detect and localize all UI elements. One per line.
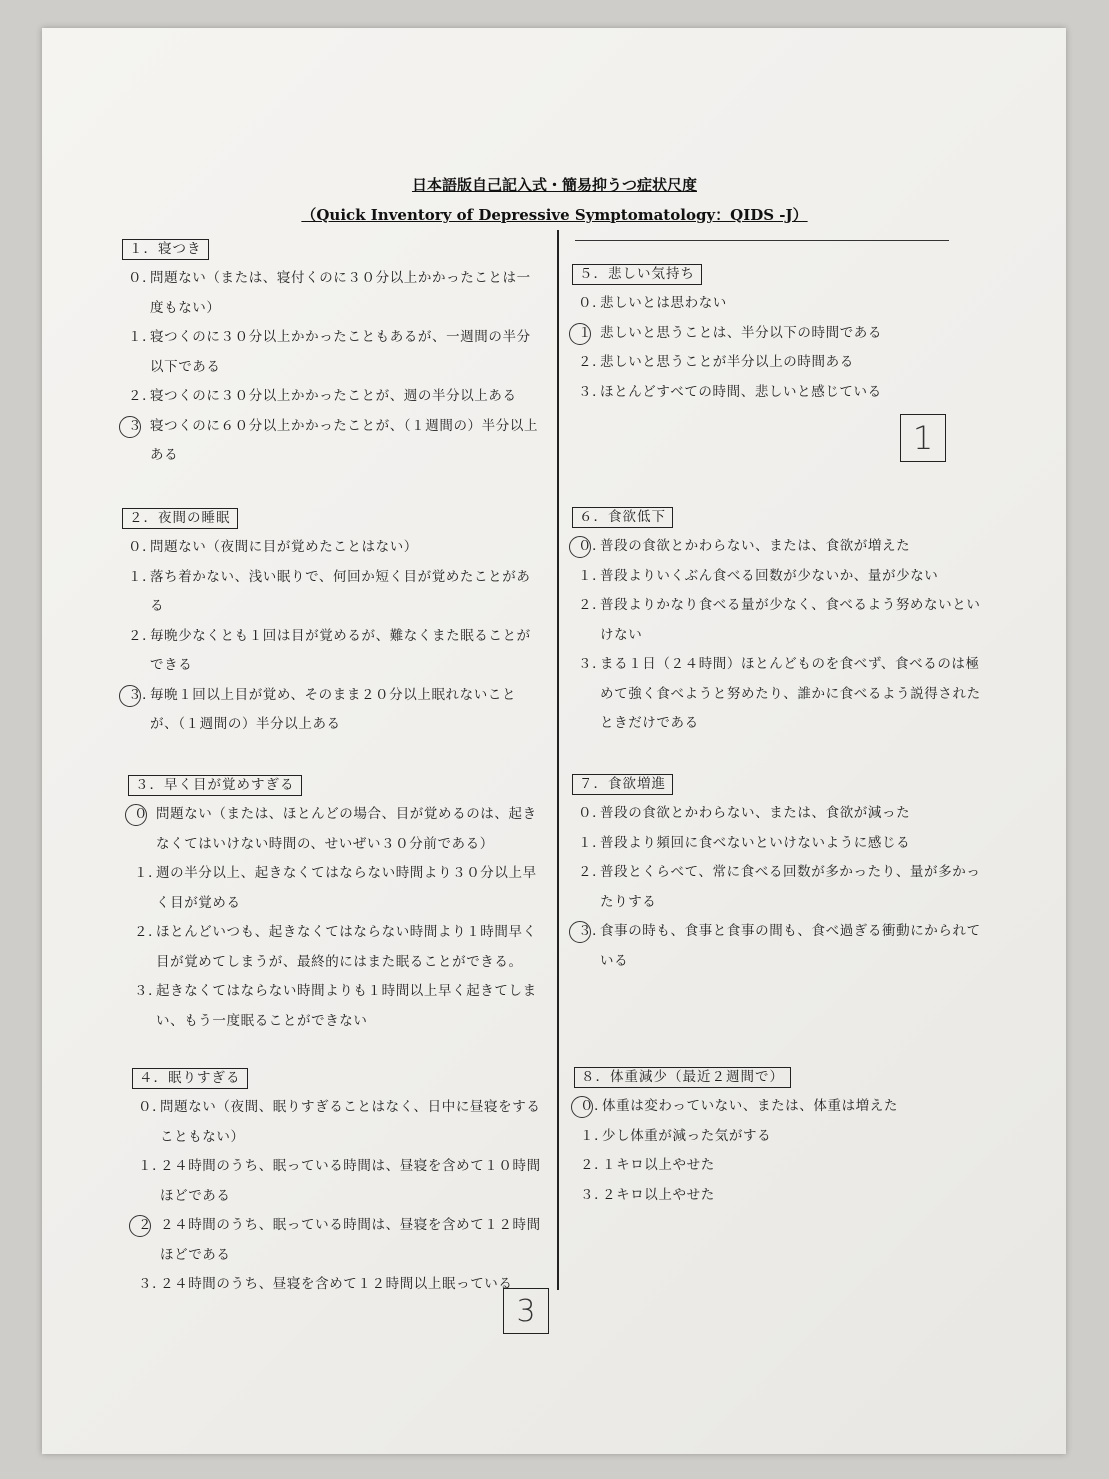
option-text: 問題ない（夜間に目が覚めたことはない） bbox=[150, 539, 418, 555]
section-heading bbox=[572, 263, 992, 289]
option-number: １． bbox=[578, 567, 607, 584]
option-number: １． bbox=[128, 329, 157, 345]
selected-circle-mark bbox=[569, 323, 591, 345]
option-number: ３． bbox=[128, 686, 157, 703]
option-number: ３． bbox=[138, 1276, 167, 1292]
option-number: ０． bbox=[578, 295, 607, 311]
answer-option bbox=[572, 289, 992, 319]
selected-circle-mark bbox=[119, 685, 141, 707]
option-number: ２． bbox=[578, 597, 607, 613]
answer-option bbox=[572, 917, 992, 976]
option-number: ２ bbox=[138, 1217, 153, 1233]
option-text: ほとんどいつも、起きなくてはならない時間より１時間早く目が覚めてしまうが、最終的にはまた眠ることができる。 bbox=[156, 924, 537, 970]
selected-circle-mark bbox=[569, 536, 591, 558]
section-heading-label: ４．眠りすぎる bbox=[132, 1068, 248, 1089]
section-heading bbox=[572, 506, 992, 532]
option-text: 普段の食欲とかわらない、または、食欲が増えた bbox=[600, 538, 911, 554]
option-number: ２． bbox=[134, 924, 163, 940]
option-text: 普段の食欲とかわらない、または、食欲が減った bbox=[600, 805, 911, 821]
option-number: １． bbox=[580, 1127, 609, 1144]
answer-option bbox=[128, 859, 548, 918]
title-japanese: 日本語版自己記入式・簡易抑うつ症状尺度 bbox=[411, 176, 697, 194]
section-sadness bbox=[572, 263, 992, 407]
answer-option bbox=[132, 1270, 552, 1300]
answer-option bbox=[572, 319, 992, 349]
section-appetite-increase bbox=[572, 773, 992, 976]
option-text: ２キロ以上やせた bbox=[602, 1186, 715, 1203]
section-heading bbox=[132, 1067, 552, 1093]
option-number: ２． bbox=[578, 354, 607, 370]
option-text: ２４時間のうち、眠っている時間は、昼寝を含めて１０時間ほどである bbox=[160, 1158, 541, 1204]
option-text: 少し体重が減った気がする bbox=[602, 1127, 772, 1144]
option-number: ３． bbox=[134, 983, 163, 999]
top-rule bbox=[575, 240, 949, 241]
answer-option bbox=[572, 650, 992, 739]
option-number: ０． bbox=[128, 270, 157, 286]
option-text: 普段より頻回に食べないといけないように感じる bbox=[600, 834, 911, 851]
section-heading bbox=[122, 507, 542, 533]
answer-option bbox=[122, 681, 542, 740]
option-number: ３． bbox=[578, 656, 607, 672]
option-text: 問題ない（または、寝付くのに３０分以上かかったことは一度もない） bbox=[150, 270, 531, 316]
option-number: ３． bbox=[580, 1186, 609, 1203]
title-english: （Quick Inventory of Depressive Symptomatology：QIDS -J） bbox=[301, 206, 808, 224]
option-number: ２． bbox=[128, 388, 157, 404]
answer-option bbox=[128, 977, 548, 1036]
option-text: まる１日（２４時間）ほとんどものを食べず、食べるのは極めて強く食べようと努めたり、誰かに食べるよう説得されたときだけである bbox=[600, 656, 981, 731]
option-number: １． bbox=[128, 568, 157, 585]
answer-option bbox=[572, 799, 992, 829]
answer-option bbox=[122, 563, 542, 622]
answer-option bbox=[132, 1211, 552, 1270]
section-heading-label: ７．食欲増進 bbox=[572, 774, 673, 795]
option-text: 普段よりかなり食べる量が少なく、食べるよう努めないといけない bbox=[600, 597, 981, 643]
answer-option bbox=[572, 532, 992, 562]
option-number: ２． bbox=[580, 1157, 609, 1173]
option-number: １． bbox=[134, 865, 163, 881]
section-heading-label: ８．体重減少（最近２週間で） bbox=[574, 1067, 791, 1088]
column-divider bbox=[557, 230, 559, 1290]
option-number: ０． bbox=[128, 539, 157, 555]
option-number: ０． bbox=[580, 1098, 609, 1114]
selected-circle-mark bbox=[571, 1096, 593, 1118]
answer-option bbox=[122, 412, 542, 471]
answer-option bbox=[132, 1093, 552, 1152]
option-text: ほとんどすべての時間、悲しいと感じている bbox=[600, 383, 882, 400]
option-text: 落ち着かない、浅い眠りで、何回か短く目が覚めたことがある bbox=[150, 568, 531, 614]
section-sleep-onset bbox=[122, 238, 542, 471]
selected-circle-mark bbox=[129, 1215, 151, 1237]
option-text: 普段とくらべて、常に食べる回数が多かったり、量が多かったりする bbox=[600, 864, 981, 910]
answer-option bbox=[574, 1122, 994, 1152]
answer-option bbox=[122, 622, 542, 681]
selected-circle-mark bbox=[119, 416, 141, 438]
answer-option bbox=[572, 348, 992, 378]
answer-option bbox=[572, 829, 992, 859]
option-text: 毎晩１回以上目が覚め、そのまま２０分以上眠れないことが、（１週間の）半分以上ある bbox=[150, 686, 517, 732]
option-number: ０ bbox=[134, 806, 149, 822]
option-text: ２４時間のうち、眠っている時間は、昼寝を含めて１２時間ほどである bbox=[160, 1217, 541, 1263]
option-number: ０． bbox=[138, 1099, 167, 1115]
section-heading bbox=[128, 774, 548, 800]
section-heading-label: １．寝つき bbox=[122, 239, 209, 260]
option-text: 寝つくのに３０分以上かかったこともあるが、一週間の半分以下である bbox=[150, 329, 531, 375]
option-text: 寝つくのに３０分以上かかったことが、週の半分以上ある bbox=[150, 388, 517, 404]
answer-option bbox=[122, 323, 542, 382]
option-number: ０． bbox=[578, 538, 607, 554]
answer-option bbox=[574, 1092, 994, 1122]
section-night-sleep bbox=[122, 507, 542, 740]
section-heading bbox=[572, 773, 992, 799]
answer-option bbox=[574, 1151, 994, 1181]
option-text: 普段よりいくぶん食べる回数が少ないか、量が少ない bbox=[600, 567, 939, 584]
score-box-1: 1 bbox=[900, 414, 946, 462]
option-number: ３ bbox=[128, 417, 143, 434]
option-text: １キロ以上やせた bbox=[602, 1157, 715, 1173]
score-box-2: 3 bbox=[503, 1288, 549, 1334]
section-oversleeping bbox=[132, 1067, 552, 1300]
section-heading-label: ２．夜間の睡眠 bbox=[122, 508, 238, 529]
section-heading-label: ５．悲しい気持ち bbox=[572, 264, 702, 285]
option-text: 問題ない（夜間、眠りすぎることはなく、日中に昼寝をすることもない） bbox=[160, 1099, 541, 1145]
option-number: １ bbox=[578, 324, 593, 341]
section-appetite-decrease bbox=[572, 506, 992, 739]
answer-option bbox=[122, 533, 542, 563]
section-heading bbox=[122, 238, 542, 264]
option-text: 問題ない（または、ほとんどの場合、目が覚めるのは、起きなくてはいけない時間の、せいぜい３０分前である） bbox=[156, 806, 537, 852]
answer-option bbox=[572, 378, 992, 408]
answer-option bbox=[574, 1181, 994, 1211]
option-text: ２４時間のうち、昼寝を含めて１２時間以上眠っている bbox=[160, 1276, 513, 1292]
answer-option bbox=[572, 562, 992, 592]
option-text: 寝つくのに６０分以上かかったことが、（１週間の）半分以上ある bbox=[150, 417, 539, 463]
section-early-waking bbox=[128, 774, 548, 1036]
section-heading-label: ６．食欲低下 bbox=[572, 507, 673, 528]
option-number: ２． bbox=[128, 627, 157, 644]
answer-option bbox=[128, 918, 548, 977]
option-text: 週の半分以上、起きなくてはならない時間より３０分以上早く目が覚める bbox=[156, 865, 537, 911]
answer-option bbox=[572, 591, 992, 650]
section-weight-loss bbox=[574, 1066, 994, 1210]
option-text: 体重は変わっていない、または、体重は増えた bbox=[602, 1098, 898, 1114]
answer-option bbox=[122, 264, 542, 323]
option-text: 悲しいと思うことは、半分以下の時間である bbox=[600, 324, 882, 341]
selected-circle-mark bbox=[125, 804, 147, 826]
section-heading bbox=[574, 1066, 994, 1092]
option-number: ３． bbox=[578, 383, 607, 400]
option-text: 悲しいと思うことが半分以上の時間ある bbox=[600, 354, 854, 370]
option-number: １． bbox=[138, 1158, 167, 1174]
option-text: 起きなくてはならない時間よりも１時間以上早く起きてしまい、もう一度眠ることができない bbox=[156, 983, 537, 1029]
option-text: 毎晩少なくとも１回は目が覚めるが、難なくまた眠ることができる bbox=[150, 627, 531, 673]
section-heading-label: ３．早く目が覚めすぎる bbox=[128, 775, 302, 796]
option-text: 悲しいとは思わない bbox=[600, 295, 727, 311]
option-number: １． bbox=[578, 834, 607, 851]
option-number: ０． bbox=[578, 805, 607, 821]
option-number: ３． bbox=[578, 923, 607, 939]
answer-option bbox=[128, 800, 548, 859]
selected-circle-mark bbox=[569, 921, 591, 943]
answer-option bbox=[572, 858, 992, 917]
answer-option bbox=[122, 382, 542, 412]
option-text: 食事の時も、食事と食事の間も、食べ過ぎる衝動にかられている bbox=[600, 923, 981, 969]
answer-option bbox=[132, 1152, 552, 1211]
option-number: ２． bbox=[578, 864, 607, 880]
